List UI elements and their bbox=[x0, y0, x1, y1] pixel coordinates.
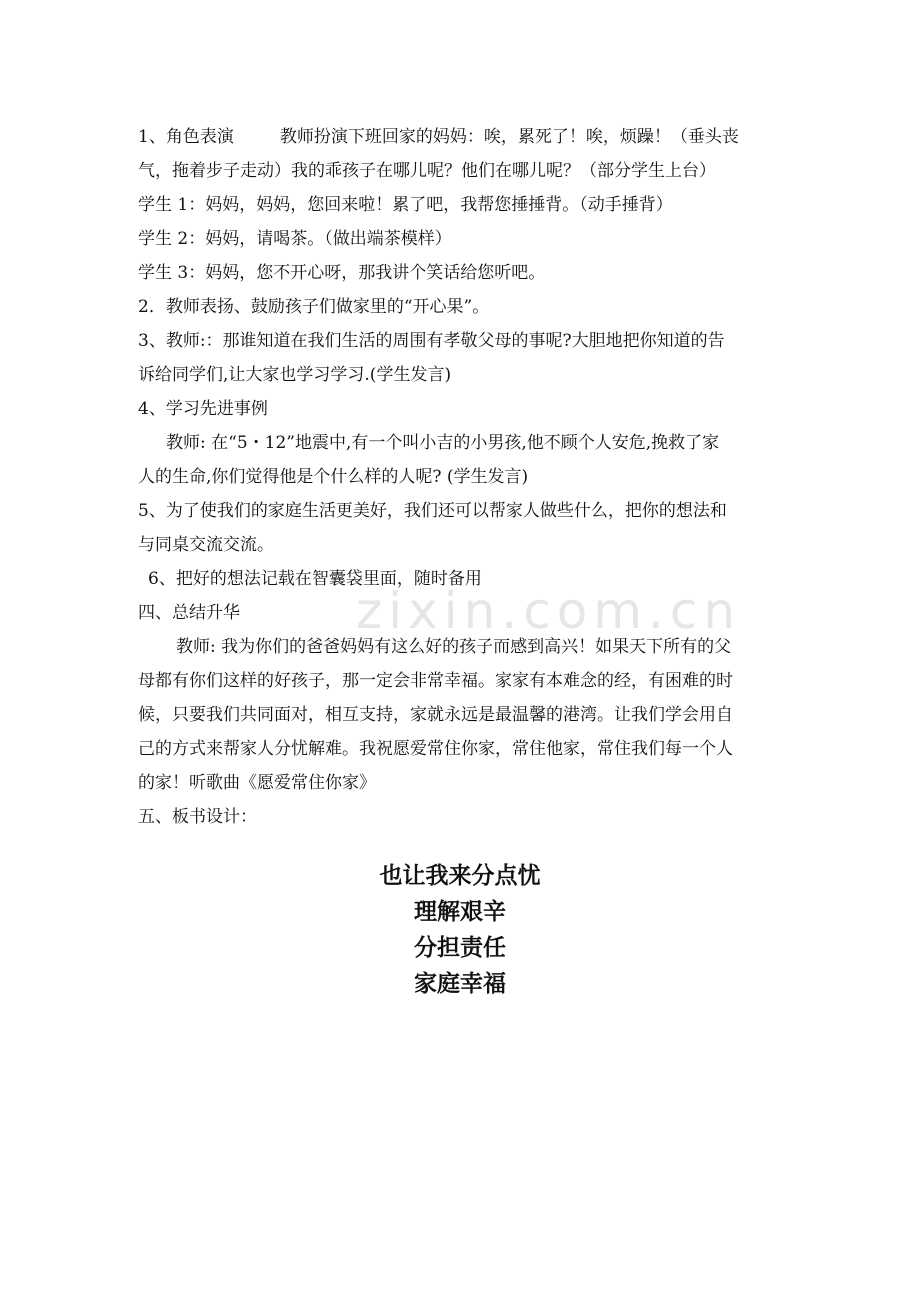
watermark-text: zixin.com.cn bbox=[356, 582, 742, 640]
board-item: 分担责任 bbox=[414, 934, 506, 961]
text-line: 学生 1：妈妈，妈妈，您回来啦！累了吧，我帮您捶捶背。（动手捶背） bbox=[138, 195, 673, 215]
text-line: 母都有你们这样的好孩子，那一定会非常幸福。家家有本难念的经，有困难的时 bbox=[138, 671, 733, 691]
text-line: 学生 3：妈妈，您不开心呀，那我讲个笑话给您听吧。 bbox=[138, 263, 546, 283]
text-line: 与同桌交流交流。 bbox=[138, 535, 274, 555]
role-play-text: 教师扮演下班回家的妈妈：唉，累死了！唉，烦躁！（垂头丧 bbox=[279, 127, 739, 147]
text-line: 5、为了使我们的家庭生活更美好，我们还可以帮家人做些什么，把你的想法和 bbox=[138, 501, 727, 521]
text-line: 教师: 我为你们的爸爸妈妈有这么好的孩子而感到高兴！如果天下所有的父 bbox=[176, 637, 732, 657]
section-heading: 五、板书设计： bbox=[138, 807, 257, 827]
text-line: 气，拖着步子走动）我的乖孩子在哪儿呢？他们在哪儿呢？（部分学生上台） bbox=[138, 161, 716, 181]
text-line: 6、把好的想法记载在智囊袋里面，随时备用 bbox=[148, 569, 482, 589]
section-heading: 四、总结升华 bbox=[138, 603, 240, 623]
text-line: 3、教师:：那谁知道在我们生活的周围有孝敬父母的事呢?大胆地把你知道的告 bbox=[138, 331, 725, 351]
role-play-heading: 1、角色表演 bbox=[138, 127, 234, 147]
text-line: 学生 2：妈妈，请喝茶。（做出端茶模样） bbox=[138, 229, 452, 249]
text-line-role-play bbox=[138, 120, 788, 154]
text-line: 人的生命,你们觉得他是个什么样的人呢? (学生发言) bbox=[138, 467, 529, 487]
text-line: 己的方式来帮家人分忧解难。我祝愿爱常住你家，常住他家，常住我们每一个人 bbox=[138, 739, 733, 759]
board-title: 也让我来分点忧 bbox=[379, 862, 541, 889]
text-line: 2．教师表扬、鼓励孩子们做家里的“开心果”。 bbox=[138, 297, 490, 317]
blackboard-design bbox=[0, 858, 920, 1002]
text-line: 的家！听歌曲《愿爱常住你家》 bbox=[138, 773, 376, 793]
board-item: 家庭幸福 bbox=[414, 970, 506, 997]
text-line: 诉给同学们,让大家也学习学习.(学生发言) bbox=[138, 365, 452, 385]
text-line: 教师: 在“5・12”地震中,有一个叫小吉的小男孩,他不顾个人安危,挽救了家 bbox=[166, 433, 720, 453]
section-heading: 4、学习先进事例 bbox=[138, 399, 268, 419]
lesson-plan-body bbox=[138, 120, 788, 834]
board-item: 理解艰辛 bbox=[414, 898, 506, 925]
text-line: 候，只要我们共同面对，相互支持，家就永远是最温馨的港湾。让我们学会用自 bbox=[138, 705, 733, 725]
